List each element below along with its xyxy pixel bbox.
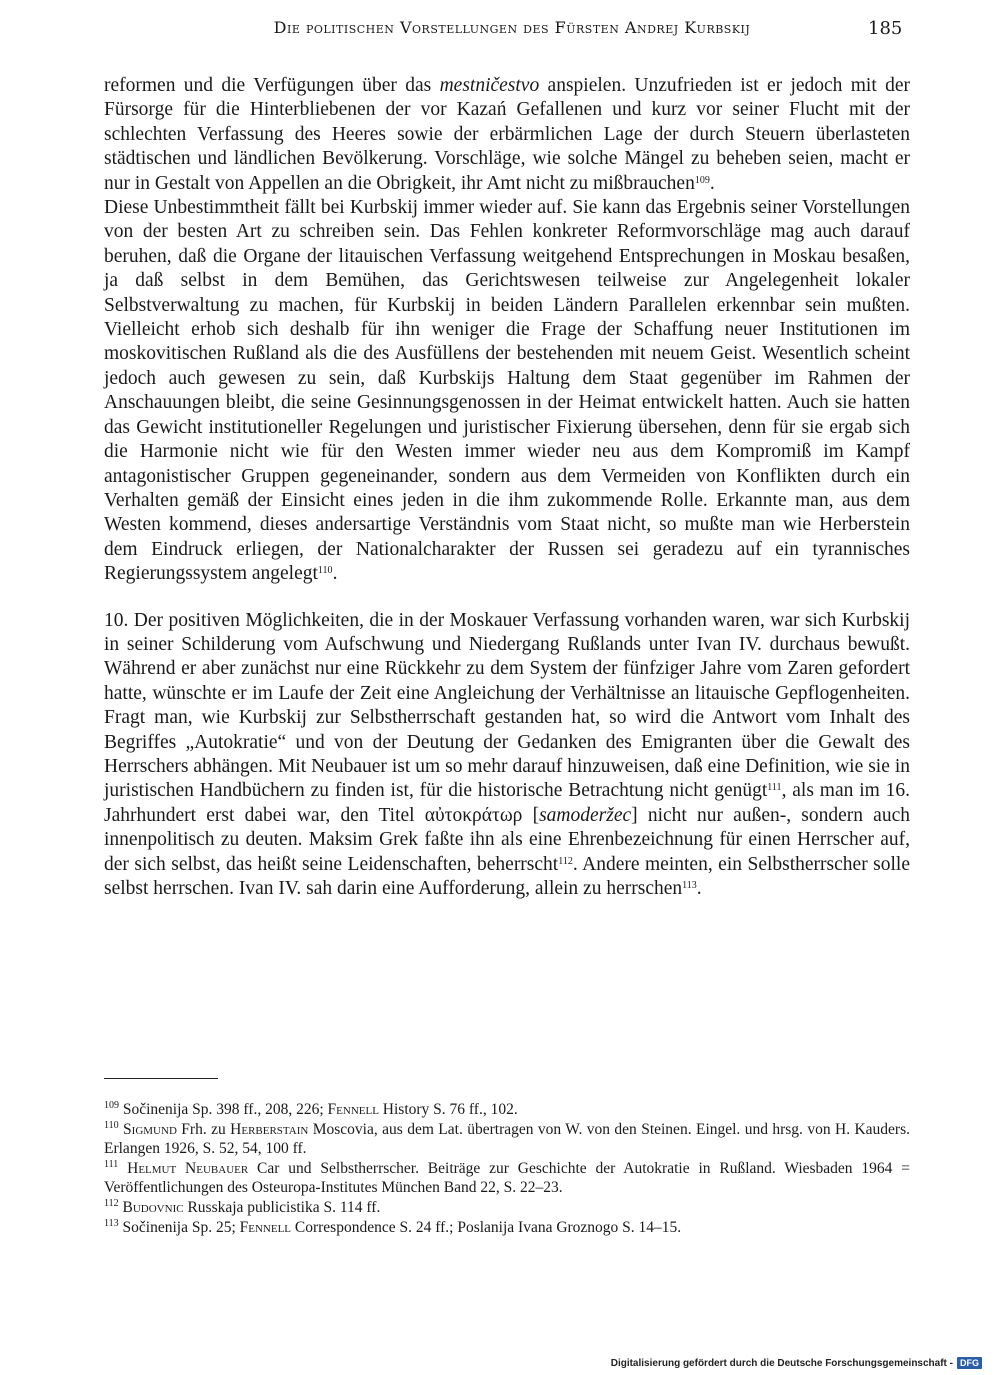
running-title: Die politischen Vorstellungen des Fürsten Andrej Kurbskij: [273, 18, 751, 37]
body-text: [104, 74, 910, 901]
footnote-ref-110: 110: [317, 565, 333, 577]
footnotes: [104, 1100, 910, 1238]
paragraph-3: 10. Der positiven Möglichkeiten, die in der Moskauer Verfassung vorhanden waren, war sich Kurbskij in seiner Schilderung vom Aufschwung und Niedergang Rußlands unter Ivan IV. durchaus bewußt. Während er aber zunächst nur eine Rückkehr zu dem System der fünfziger Jahre vom Zaren gefordert hatte, wünschte er im Laufe der Zeit eine Angleichung der Verhältnisse an litauische Gepflogenheiten. Fragt man, wie Kurbskij zur Selbstherrschaft gestanden hat, so wird die Antwort vom Inhalt des Begriffes „Autokratie“ und von der Deutung der Gedanken des Emigranten über die Gewalt des Herrschers abhängen. Mit Neubauer ist um so mehr darauf hinzuweisen, daß eine Definition, wie sie in juristischen Handbüchern zu finden ist, für die historische Betrachtung nicht genügt$^{111}$, als man im 16. Jahrhundert erst dabei war, den Titel αὐτοκράτωρ [samoderžec] nicht nur außen-, sondern auch innenpolitisch zu deuten. Maksim Grek faßte ihn als eine Ehrenbezeichnung für einen Herrscher auf, der sich selbst, das heißt seine Leidenschaften, beherrscht$^{112}$. Andere meinten, ein Selbstherrscher solle selbst herrschen. Ivan IV. sah darin eine Aufforderung, allein zu herrschen$^{113}$.: [104, 609, 911, 899]
paragraph-2: Diese Unbestimmtheit fällt bei Kurbskij immer wieder auf. Sie kann das Ergebnis seiner Vorstellungen von der besten Art zu schreiben sein. Das Fehlen konkreter Reformvorschläge mag auch darauf beruhen, daß die Organe der litauischen Verfassung weitgehend Entsprechungen in Moskau besaßen, ja daß selbst in dem Bemühen, das Gerichtswesen teilweise zur Angelegenheit lokaler Selbstverwaltung zu machen, für Kurbskij in beiden Ländern Parallelen erkennbar sein mußten. Vielleicht erhob sich deshalb für ihn weniger die Frage der Schaffung neuer Institutionen im moskovitischen Rußland als die des Ausfüllens der bestehenden mit neuem Geist. Wesentlich scheint jedoch auch gewesen zu sein, daß Kurbskijs Haltung dem Staat gegenüber im Rahmen der Anschauungen bleibt, die seine Gesinnungsgenossen in der Heimat entwickelt hatten. Auch sie hatten das Gewicht institutioneller Regelungen und juristischer Fixierung übersehen, denn für sie ergab sich die Harmonie nicht wie für den Westen immer wieder neu aus dem Kompromiß im Kampf antagonistischer Gruppen gegeneinander, sondern aus dem Vermeiden von Konflikten durch ein Verhalten gemäß der Einsicht eines jeden in die ihm zukommende Rolle. Erkannte man, aus dem Westen kommend, dieses andersartige Verständnis vom Staat nicht, so mußte man wie Herberstein dem Eindruck erliegen, der Nationalcharakter der Russen sei geradezu auf ein tyrannisches Regierungssystem angelegt$^{110}$.: [104, 197, 910, 585]
footnote-ref-113: 113: [682, 880, 697, 891]
dfg-logo: DFG: [957, 1357, 982, 1369]
paragraph-1: reformen und die Verfügungen über das mestničestvo anspielen. Unzufrieden ist er jedoch mit der Fürsorge für die Hinterbliebenen der vor Kazań Gefallenen und kurz vor seiner Flucht mit der schlechten Verfassung des Heeres sowie der erbärmlichen Lage der durch Steuern überlasteten städtischen und ländlichen Bevölkerung. Vorschläge, wie solche Mängel zu beheben seien, macht er nur in Gestalt von Appellen an die Obrigkeit, ihr Amt nicht zu mißbrauchen$^{109}$.: [104, 75, 911, 194]
footnote-110: $^{110}$ Sigmund Frh. zu Herberstain Moscovia, aus dem Lat. übertragen von W. von den Steinen. Eingel. und hrsg. von H. Kauders. Erlangen 1926, S. 52, 54, 100 ff.: [104, 1120, 910, 1157]
footnote-ref-111: 111: [767, 782, 782, 794]
italic-term: samoderžec: [539, 804, 632, 826]
footnote-ref-109: 109: [694, 174, 710, 186]
footnote-109: $^{109}$ Sočinenija Sp. 398 ff., 208, 226; Fennell History S. 76 ff., 102.: [104, 1100, 518, 1118]
footnote-113: $^{113}$ Sočinenija Sp. 25; Fennell Correspondence S. 24 ff.; Poslanija Ivana Groznogo S. 14–15.: [104, 1218, 682, 1236]
footnote-111: $^{111}$ Helmut Neubauer Car und Selbstherrscher. Beiträge zur Geschichte der Autokratie in Rußland. Wiesbaden 1964 = Veröffentlichungen des Osteuropa-Institutes München Band 22, S. 22–23.: [104, 1159, 911, 1196]
page-number: 185: [868, 18, 903, 39]
credit-text: Digitalisierung gefördert durch die Deutsche Forschungsgemeinschaft -: [610, 1357, 953, 1369]
digitization-credit: [611, 1357, 982, 1369]
footnote-divider: [104, 1078, 218, 1079]
footnote-ref-112: 112: [558, 855, 573, 867]
italic-term: mestničestvo: [439, 75, 540, 96]
footnote-112: $^{112}$ Budovnic Russkaja publicistika S. 114 ff.: [104, 1198, 381, 1216]
